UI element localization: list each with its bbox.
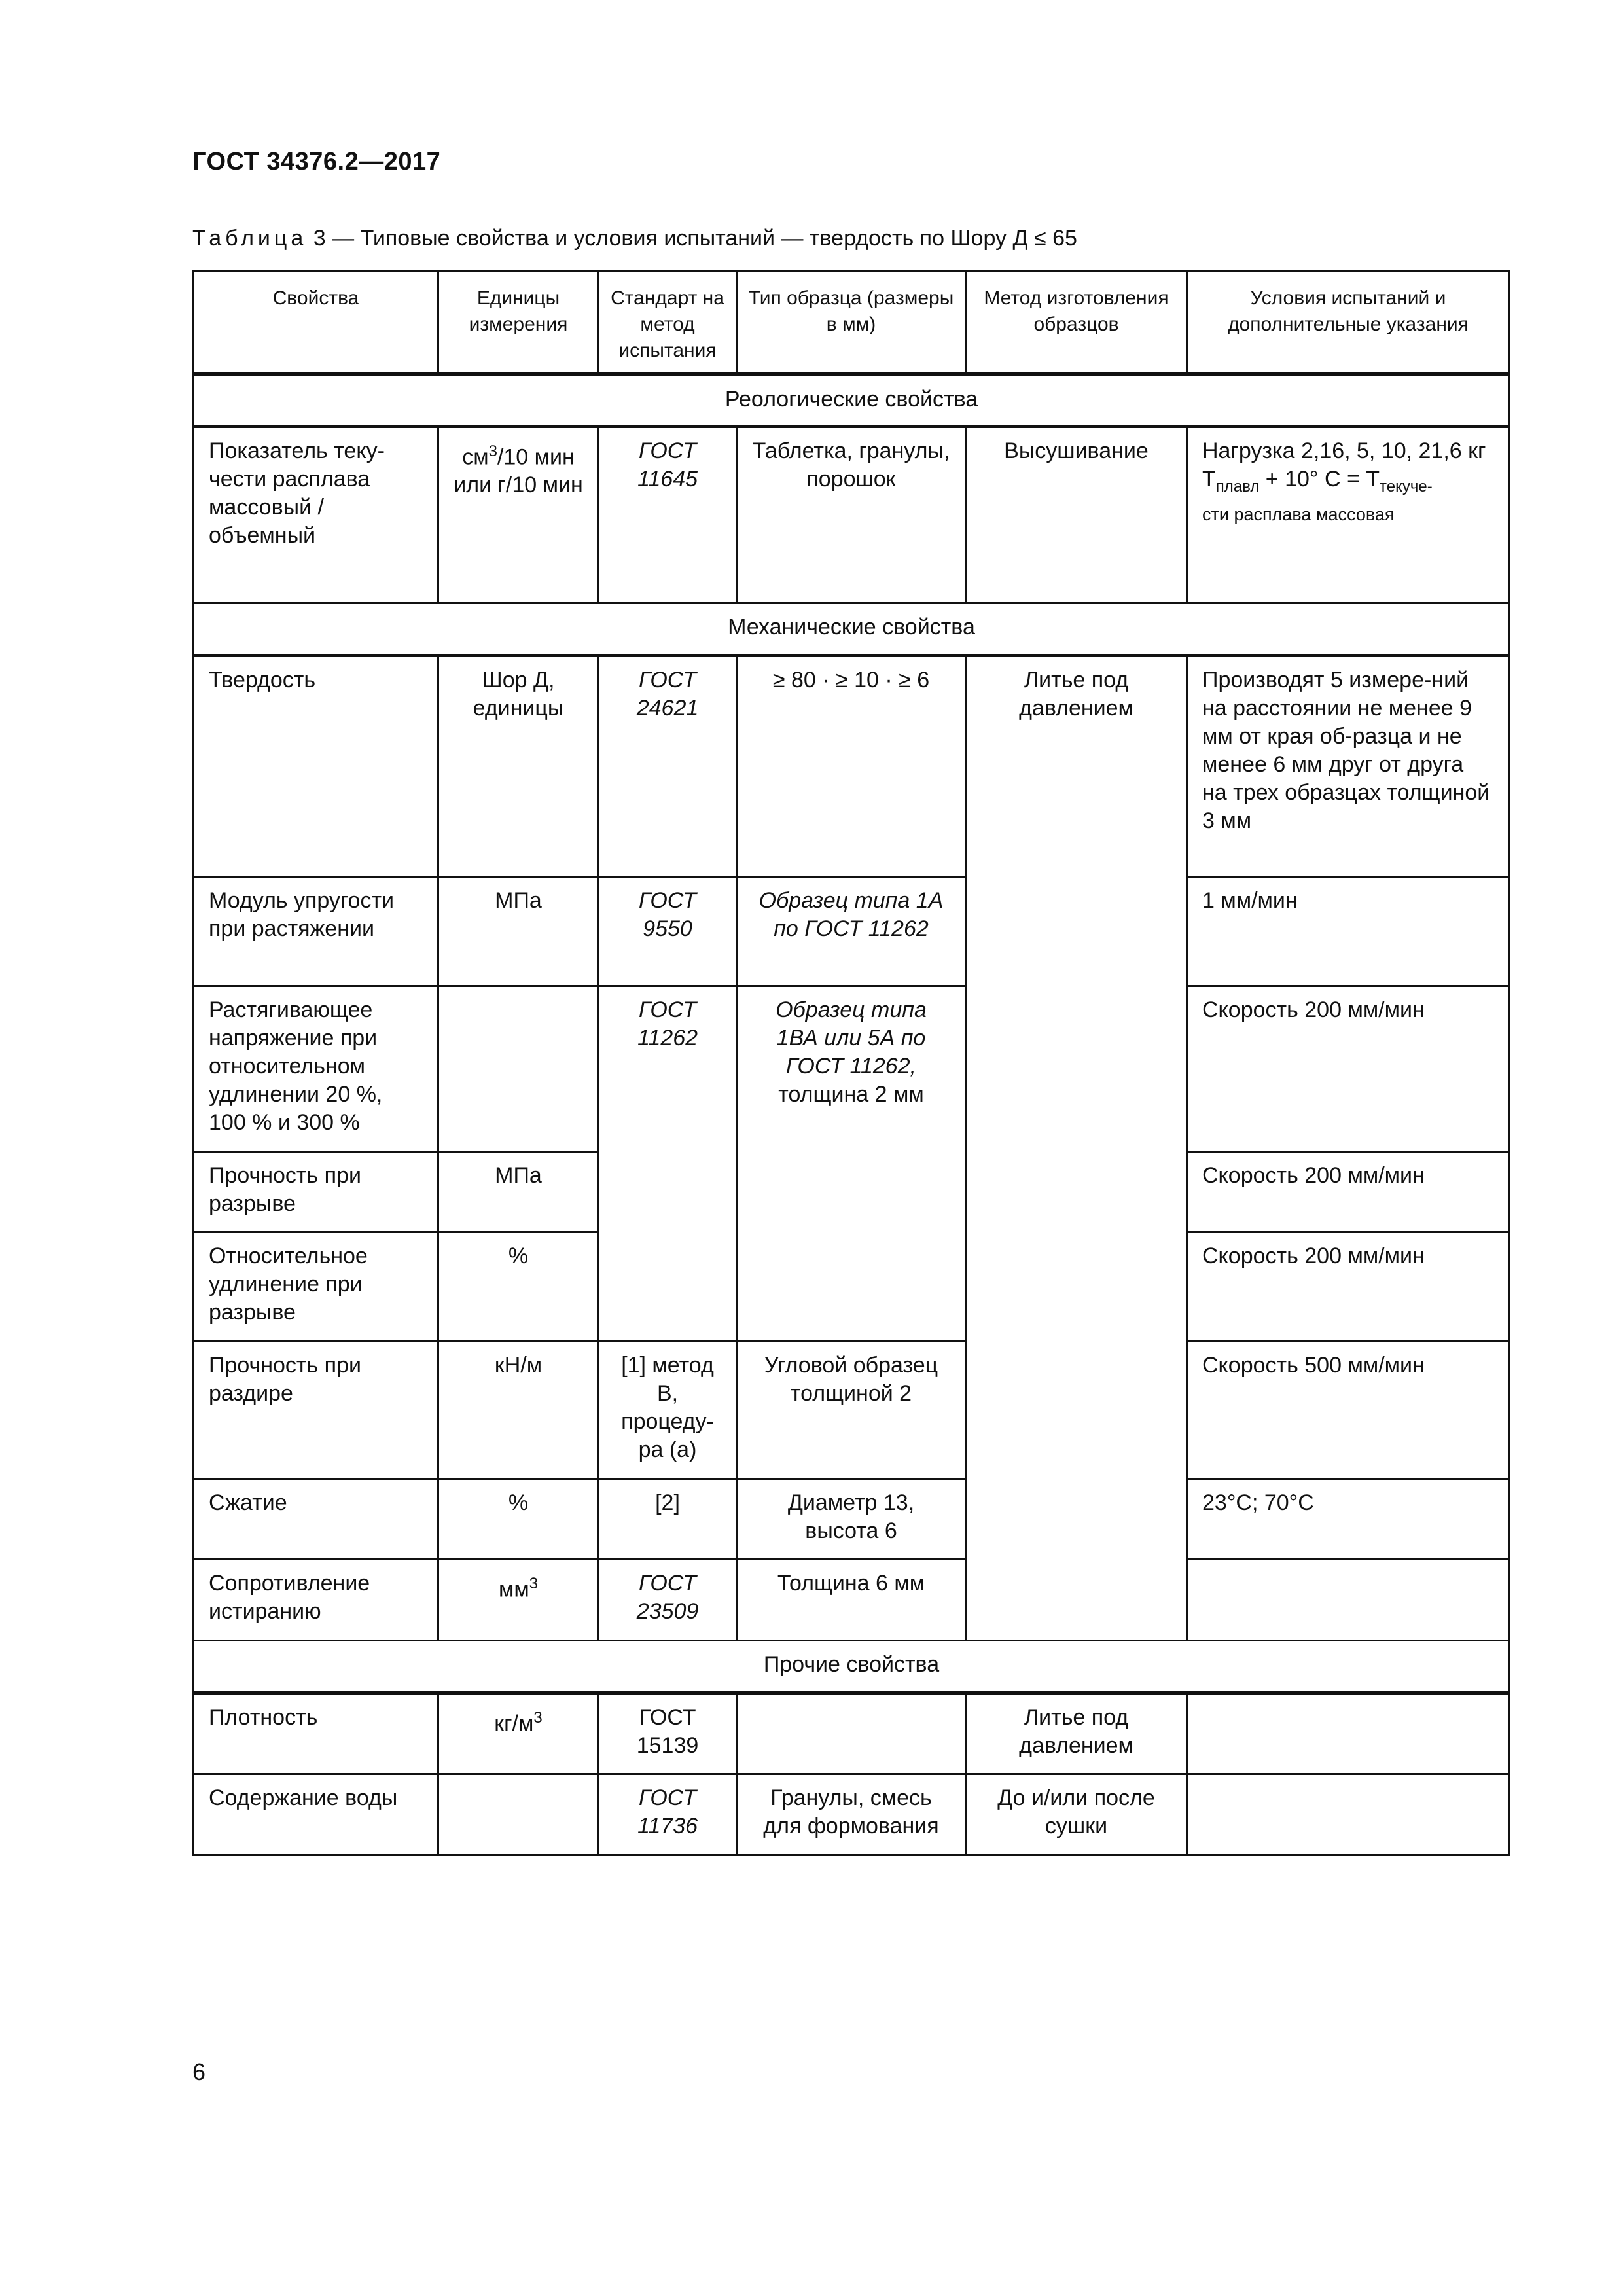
cell-units [438,986,599,1152]
cell-standard: [1] метод В, процеду-ра (а) [599,1342,737,1479]
table-row [194,1774,1510,1856]
cell-method: До и/или после сушки [966,1774,1187,1856]
cell-standard: [2] [599,1479,737,1560]
cell-conditions [1187,1560,1510,1641]
units-superscript: 3 [529,1575,539,1592]
cell-specimen [737,986,966,1342]
cell-specimen: Образец типа 1А по ГОСТ 11262 [737,877,966,986]
header-property: Свойства [194,272,438,374]
cell-specimen: Угловой образец толщиной 2 [737,1342,966,1479]
caption-text: — Типовые свойства и условия испытаний — твердость по Шору Д ≤ 65 [332,226,1077,251]
cell-units [438,1774,599,1856]
cell-conditions: Скорость 500 мм/мин [1187,1342,1510,1479]
cell-units [438,1560,599,1641]
cell-method: Высушивание [966,427,1187,603]
cell-specimen: Таблетка, гранулы, порошок [737,427,966,603]
cell-conditions [1187,1693,1510,1774]
table-row [194,1693,1510,1774]
cell-property: Прочность при разрыве [194,1152,438,1232]
specimen-plain: толщина 2 мм [778,1082,924,1107]
cell-specimen [737,1693,966,1774]
cell-standard: ГОСТ 11262 [599,986,737,1342]
units-superscript: 3 [533,1709,543,1727]
cell-specimen: Гранулы, смесь для формования [737,1774,966,1856]
cell-conditions: Скорость 200 мм/мин [1187,986,1510,1152]
cell-standard: ГОСТ 11736 [599,1774,737,1856]
table-row [194,1342,1510,1479]
properties-table [192,270,1510,1856]
cell-units: Шор Д, единицы [438,656,599,877]
section-rheological: Реологические свойства [194,374,1510,427]
header-method: Метод изготовления образцов [966,272,1187,374]
cell-conditions [1187,427,1510,603]
formula-sub-melt: плавл [1215,477,1260,495]
header-standard: Стандарт на метод испытания [599,272,737,374]
caption-number: 3 [313,226,326,251]
cell-property: Твердость [194,656,438,877]
cell-specimen: Диаметр 13, высота 6 [737,1479,966,1560]
section-other: Прочие свойства [194,1641,1510,1693]
cell-property: Содержание воды [194,1774,438,1856]
cell-standard: ГОСТ 11645 [599,427,737,603]
cell-units: кН/м [438,1342,599,1479]
cell-standard: ГОСТ 15139 [599,1693,737,1774]
cell-property: Сопротивление истиранию [194,1560,438,1641]
cell-units: % [438,1479,599,1560]
cell-units [438,427,599,603]
table-header-row [194,272,1510,374]
cell-property: Относительное удлинение при разрыве [194,1232,438,1342]
cell-conditions: 1 мм/мин [1187,877,1510,986]
conditions-formula [1202,465,1494,501]
formula-t: Т [1202,467,1216,492]
cell-property: Растягивающее напряжение при относительном удлинении 20 %, 100 % и 300 % [194,986,438,1152]
cell-standard: ГОСТ 24621 [599,656,737,877]
formula-sub-flow: текуче- [1380,477,1433,495]
cell-conditions: Скорость 200 мм/мин [1187,1232,1510,1342]
cell-conditions [1187,1774,1510,1856]
standard-id: ГОСТ 34376.2—2017 [192,148,441,175]
cell-property: Модуль упругости при растяжении [194,877,438,986]
section-row [194,374,1510,427]
cell-conditions: 23°С; 70°С [1187,1479,1510,1560]
cell-conditions: Скорость 200 мм/мин [1187,1152,1510,1232]
section-row [194,603,1510,656]
header-conditions: Условия испытаний и дополнительные указания [1187,272,1510,374]
cell-method: Литье под давлением [966,656,1187,1641]
cell-units [438,1693,599,1774]
table-row [194,427,1510,603]
cell-property: Прочность при раздире [194,1342,438,1479]
cell-property: Показатель теку-чести расплава массовый / объемный [194,427,438,603]
page-number: 6 [192,2058,206,2085]
table-row [194,986,1510,1152]
cell-property: Сжатие [194,1479,438,1560]
cell-property: Плотность [194,1693,438,1774]
header-units: Единицы измерения [438,272,599,374]
caption-prefix: Таблица [192,226,308,251]
cell-units: % [438,1232,599,1342]
units-text: кг/м [494,1711,534,1736]
formula-mid: + 10° С = Т [1259,467,1380,492]
header-specimen: Тип образца (размеры в мм) [737,272,966,374]
cell-standard: ГОСТ 9550 [599,877,737,986]
cell-units: МПа [438,877,599,986]
cell-method: Литье под давлением [966,1693,1187,1774]
units-text: см [462,444,489,470]
cell-conditions: Производят 5 измере-ний на расстоянии не менее 9 мм от края об-разца и не менее 6 мм друг от друга на трех образцах толщиной 3 мм [1187,656,1510,877]
specimen-italic: Образец типа 1ВА или 5А по ГОСТ 11262, [776,997,927,1079]
table-row [194,656,1510,877]
cell-standard: ГОСТ 23509 [599,1560,737,1641]
table-caption [192,226,1077,251]
section-mechanical: Механические свойства [194,603,1510,656]
table-row [194,1479,1510,1560]
cell-specimen: Толщина 6 мм [737,1560,966,1641]
cell-units: МПа [438,1152,599,1232]
conditions-line: Нагрузка 2,16, 5, 10, 21,6 кг [1202,439,1486,463]
units-text: мм [498,1577,529,1602]
cell-specimen: ≥ 80 · ≥ 10 · ≥ 6 [737,656,966,877]
table-row [194,1560,1510,1641]
units-text-tail: /10 мин или г/10 мин [454,444,583,498]
conditions-tail: сти расплава массовая [1202,504,1395,524]
units-superscript: 3 [488,442,497,460]
section-row [194,1641,1510,1693]
table-row [194,877,1510,986]
